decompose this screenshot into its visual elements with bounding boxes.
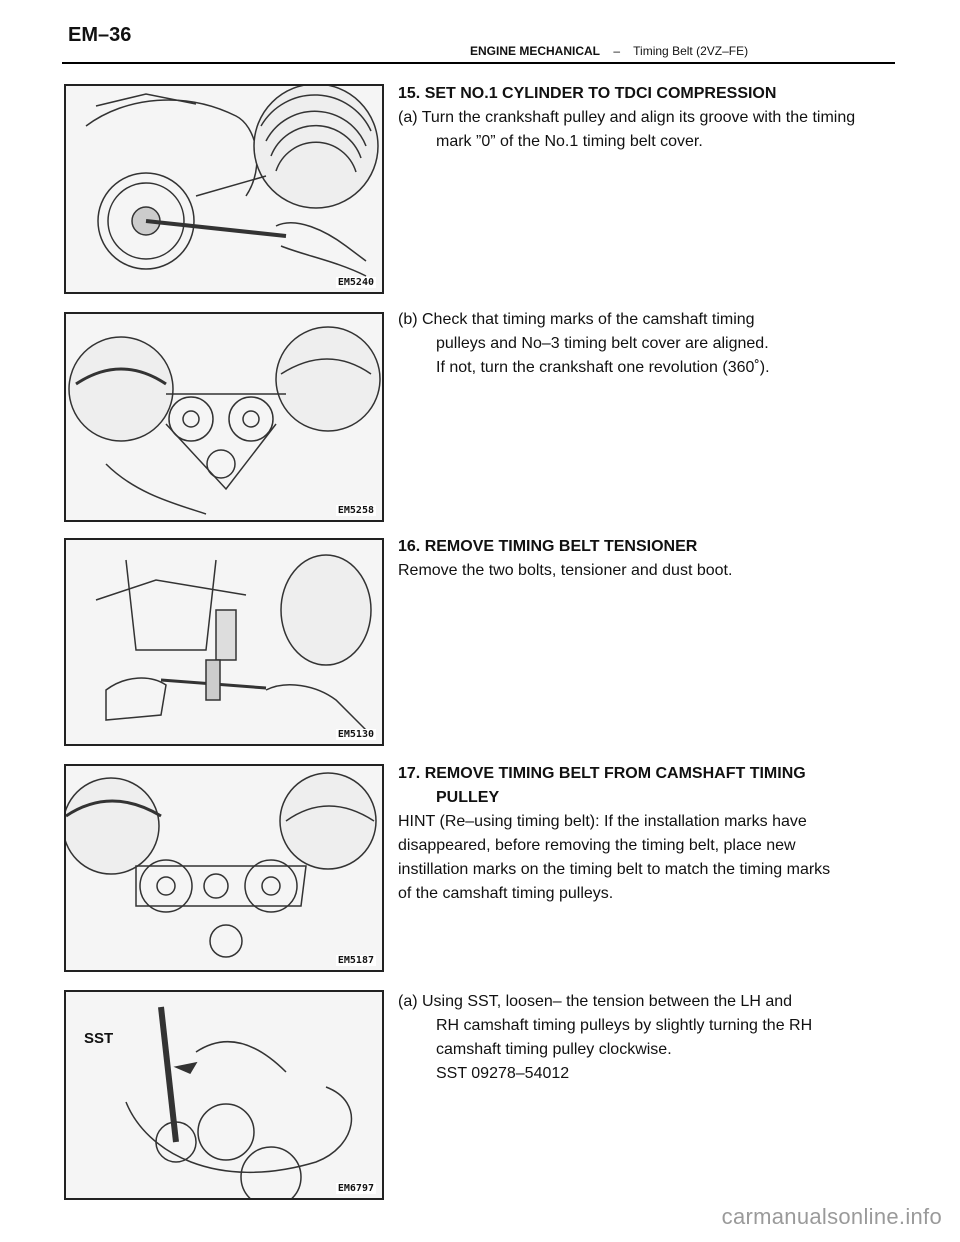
sst-loosening-drawing (66, 992, 382, 1198)
figure-code: EM5130 (337, 729, 374, 740)
step-17a-text (398, 990, 888, 1086)
hint-line: of the camshaft timing pulleys. (398, 885, 614, 902)
sst-label: SST (84, 1030, 114, 1047)
figure-code: EM6797 (337, 1183, 374, 1194)
section-name: ENGINE MECHANICAL (470, 44, 601, 58)
belt-installation-marks-drawing (66, 766, 382, 970)
hint-line: instillation marks on the timing belt to match the timing marks (398, 861, 831, 878)
text-line: camshaft timing pulley clockwise. (436, 1041, 672, 1058)
figure-code: EM5187 (337, 955, 374, 966)
figure-sst-loosening (64, 990, 384, 1200)
watermark: carmanualsonline.info (721, 1204, 942, 1229)
sst-number: SST 09278–54012 (436, 1065, 570, 1082)
header-rule (62, 62, 895, 64)
figure-belt-installation-marks (64, 764, 384, 972)
step-16-text (398, 535, 888, 583)
figure-tensioner-removal (64, 538, 384, 746)
text-line: mark ”0” of the No.1 timing belt cover. (436, 133, 703, 150)
hint-line: disappeared, before removing the timing belt, place new (398, 837, 796, 854)
step-heading-continued: PULLEY (436, 789, 500, 806)
text-line: pulleys and No–3 timing belt cover are aligned. (436, 335, 769, 352)
step-15b-text (398, 308, 888, 380)
section-separator: – (613, 44, 621, 58)
text-line: Remove the two bolts, tensioner and dust boot. (398, 562, 733, 579)
page-number: EM–36 (68, 24, 132, 46)
hint-line: HINT (Re–using timing belt): If the installation marks have (398, 813, 807, 830)
text-line: (a) Turn the crankshaft pulley and align its groove with the timing (398, 109, 856, 126)
step-heading: 17. REMOVE TIMING BELT FROM CAMSHAFT TIMING (398, 765, 806, 782)
step-15-text (398, 82, 888, 154)
step-heading: 16. REMOVE TIMING BELT TENSIONER (398, 538, 698, 555)
text-line: If not, turn the crankshaft one revolution (360˚). (436, 359, 770, 376)
subsection-name: Timing Belt (2VZ–FE) (633, 44, 749, 58)
step-heading: 15. SET NO.1 CYLINDER TO TDCI COMPRESSION (398, 85, 777, 102)
figure-code: EM5240 (337, 277, 374, 288)
text-line: (b) Check that timing marks of the camshaft timing (398, 311, 755, 328)
section-title (470, 44, 748, 58)
text-line: RH camshaft timing pulleys by slightly turning the RH (436, 1017, 813, 1034)
step-17-text (398, 762, 888, 906)
figure-crankshaft-pulley (64, 84, 384, 294)
text-line: (a) Using SST, loosen– the tension between the LH and (398, 993, 793, 1010)
figure-code: EM5258 (337, 505, 374, 516)
tensioner-removal-drawing (66, 540, 382, 744)
camshaft-timing-marks-drawing (66, 314, 382, 520)
crankshaft-pulley-drawing (66, 86, 382, 292)
figure-camshaft-timing-marks (64, 312, 384, 522)
